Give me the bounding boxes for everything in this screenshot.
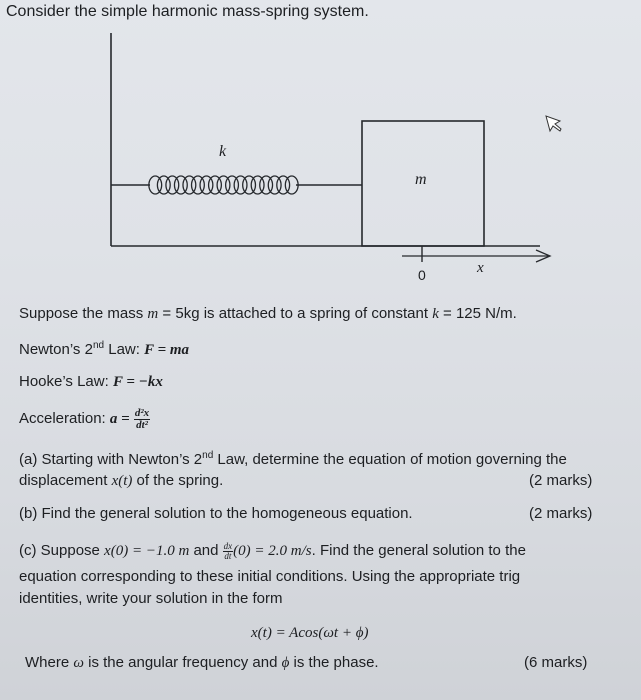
derivative-fraction xyxy=(223,542,234,561)
accel-denominator: dt² xyxy=(136,418,148,431)
part-c-text-1: (c) Suppose xyxy=(19,542,105,559)
part-c-math-2: (0) = 2.0 m/s xyxy=(233,543,312,559)
intro-text xyxy=(19,305,517,323)
pointer-cursor-icon xyxy=(546,116,561,131)
part-a-text-1: (a) Starting with Newton’s 2 xyxy=(19,451,203,468)
mass-symbol: m xyxy=(147,306,159,322)
newton-law xyxy=(19,341,189,359)
hooke-label: Hooke’s Law: xyxy=(19,373,113,390)
part-b-marks: (2 marks) xyxy=(529,505,593,522)
mass-value: = 5kg is attached to a spring of constant xyxy=(158,305,433,322)
hooke-formula: F = −kx xyxy=(112,374,163,390)
part-c-text-2: and xyxy=(189,542,223,559)
hooke-law xyxy=(19,373,163,391)
where-text-2: is the angular frequency and xyxy=(83,654,282,671)
page-title: Consider the simple harmonic mass-spring system. xyxy=(6,3,369,20)
part-a-line2 xyxy=(19,472,223,490)
intro-prefix: Suppose the mass xyxy=(19,305,148,322)
acceleration xyxy=(19,404,150,434)
part-a-sup: nd xyxy=(202,450,214,461)
part-a-line1 xyxy=(19,451,567,469)
derivative-denominator: dt xyxy=(224,550,232,561)
part-c-line1 xyxy=(19,540,526,564)
part-c-formula: x(t) = Acos(ωt + ϕ) xyxy=(251,625,369,641)
spring-coil xyxy=(149,176,298,194)
part-c-line2: equation corresponding to these initial conditions. Using the appropriate trig xyxy=(19,568,521,585)
part-c-text-3: . Find the general solution to the xyxy=(311,542,526,559)
part-a-marks: (2 marks) xyxy=(529,472,593,489)
newton-rest: Law: xyxy=(104,341,145,358)
accel-fraction xyxy=(134,408,150,431)
where-text-3: is the phase. xyxy=(289,654,379,671)
part-c-math-1: x(0) = −1.0 m xyxy=(104,543,190,559)
mass-spring-diagram xyxy=(0,0,641,300)
newton-formula: F = ma xyxy=(144,342,190,358)
part-a-math: x(t) xyxy=(111,473,133,489)
accel-lhs: a = xyxy=(109,411,130,427)
part-c-line3: identities, write your solution in the form xyxy=(19,590,283,607)
newton-sup: nd xyxy=(92,340,105,351)
spring-label: k xyxy=(219,143,227,160)
part-b-text: (b) Find the general solution to the homogeneous equation. xyxy=(19,505,413,522)
phi-symbol: ϕ xyxy=(281,655,290,671)
origin-label: 0 xyxy=(418,267,426,283)
derivative-numerator: dx xyxy=(223,540,233,551)
part-a-text-3: displacement xyxy=(19,472,112,489)
part-a-text-4: of the spring. xyxy=(132,472,224,489)
part-c-where xyxy=(25,654,379,672)
accel-numerator: d²x xyxy=(134,406,150,419)
axis-label: x xyxy=(477,260,484,276)
mass-label: m xyxy=(415,171,427,188)
omega-symbol: ω xyxy=(73,655,84,671)
spring-constant-symbol: k xyxy=(432,306,439,322)
spring-constant-value: = 125 N/m. xyxy=(438,305,517,322)
newton-label: Newton’s 2 xyxy=(19,341,93,358)
where-text-1: Where xyxy=(25,654,74,671)
accel-label: Acceleration: xyxy=(19,410,110,427)
part-c-marks: (6 marks) xyxy=(524,654,588,671)
part-a-text-2: Law, determine the equation of motion governing the xyxy=(213,451,567,468)
